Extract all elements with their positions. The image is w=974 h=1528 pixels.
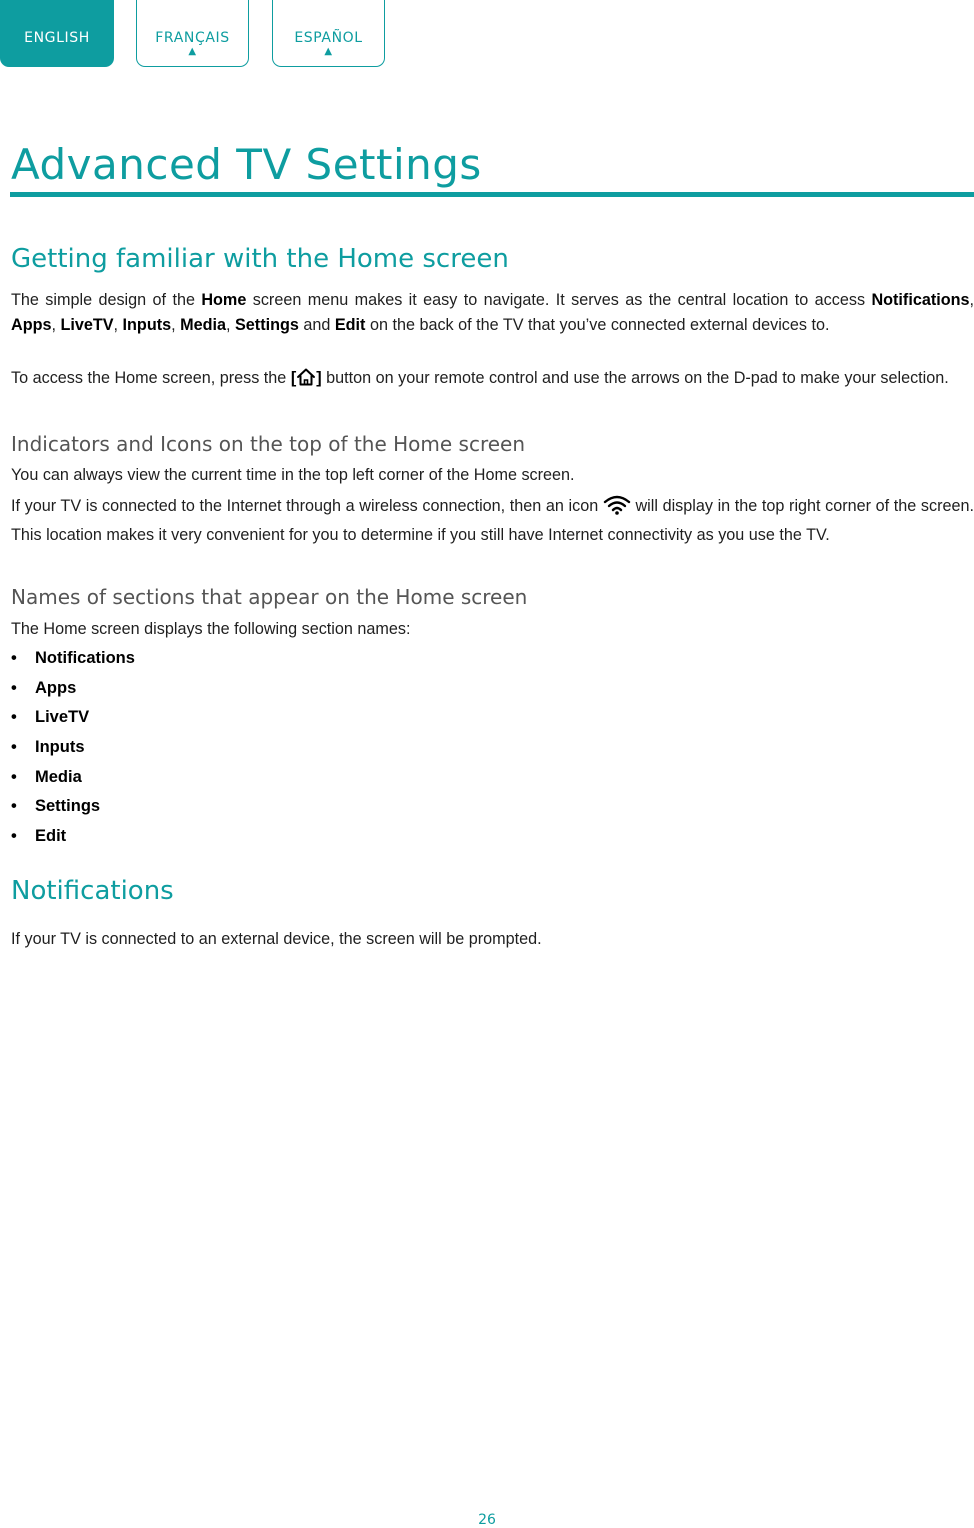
tab-english[interactable]: [0, 0, 114, 67]
tab-english-label: ENGLISH: [24, 30, 90, 46]
list-item-label: Settings: [35, 797, 101, 816]
subheading-section-names: Names of sections that appear on the Home screen: [11, 585, 528, 609]
up-arrow-icon: ▲: [324, 46, 333, 57]
subheading-indicators: Indicators and Icons on the top of the Home screen: [11, 432, 526, 456]
term-home: Home: [201, 291, 247, 309]
paragraph-section-names-intro: The Home screen displays the following section names:: [11, 620, 411, 638]
list-item-label: Apps: [35, 678, 77, 697]
text: ,: [226, 315, 235, 334]
text: To access the Home screen, press the: [11, 369, 291, 387]
paragraph-notifications: If your TV is connected to an external device, the screen will be prompted.: [11, 930, 542, 948]
list-item-label: Notifications: [35, 649, 135, 667]
bullet: •: [11, 678, 17, 697]
tab-spanish[interactable]: [272, 0, 385, 67]
tab-french-label: FRANÇAIS: [155, 30, 230, 46]
paragraph-time: You can always view the current time in the top left corner of the Home screen.: [11, 466, 575, 484]
text: and: [298, 315, 335, 334]
language-tabs: [0, 0, 974, 70]
text: on the back of the TV that you’ve connected external devices to.: [365, 315, 830, 334]
list-item: [11, 735, 135, 765]
text: ,: [113, 315, 123, 334]
term-media: Media: [180, 315, 226, 334]
term-edit: Edit: [334, 315, 366, 334]
text: button on your remote control and use the arrows on the D-pad to make your selection.: [321, 369, 949, 387]
bullet: •: [11, 827, 17, 846]
list-item: [11, 705, 135, 735]
wifi-icon: [603, 495, 631, 523]
tab-spanish-label: ESPAÑOL: [294, 30, 363, 46]
bracket-open: [: [290, 369, 297, 387]
list-item: [11, 765, 135, 795]
section-heading-notifications: Notifications: [11, 876, 174, 906]
tab-french[interactable]: [136, 0, 249, 67]
text: The simple design of the: [11, 291, 202, 309]
paragraph-home-access: [11, 366, 974, 395]
text: ,: [969, 291, 974, 309]
up-arrow-icon: ▲: [188, 46, 197, 57]
list-item: [11, 794, 135, 824]
paragraph-wireless: [11, 494, 974, 547]
list-item-label: Inputs: [35, 738, 85, 757]
text: screen menu makes it easy to navigate. It serves as the central location to access: [246, 291, 872, 309]
bullet: •: [11, 708, 17, 727]
section-heading-home-screen: Getting familiar with the Home screen: [11, 244, 509, 274]
term-livetv: LiveTV: [60, 315, 114, 334]
text: will display in the top right corner of the screen. This location makes it very convenient for you to determine if you still have Internet connectivity as you use the TV.: [11, 497, 974, 544]
term-inputs: Inputs: [122, 315, 172, 334]
home-icon: [296, 367, 316, 395]
list-item: [11, 676, 135, 706]
bullet: •: [11, 649, 17, 667]
list-item-label: LiveTV: [35, 708, 90, 727]
bullet: •: [11, 797, 17, 816]
page-title: Advanced TV Settings: [11, 140, 482, 189]
paragraph-home-intro: [11, 288, 974, 337]
list-item: [11, 824, 135, 854]
bullet: •: [11, 767, 17, 786]
term-notifications: Notifications: [871, 291, 970, 309]
page-number: 26: [478, 1512, 496, 1528]
title-divider: [10, 192, 974, 197]
term-apps: Apps: [11, 315, 52, 334]
list-item-label: Media: [35, 767, 82, 786]
text: If your TV is connected to the Internet through a wireless connection, then an icon: [11, 497, 603, 515]
bracket-close: ]: [316, 369, 322, 387]
section-names-list: [11, 646, 135, 854]
text: ,: [51, 315, 61, 334]
bullet: •: [11, 738, 17, 757]
text: ,: [171, 315, 181, 334]
term-settings: Settings: [235, 315, 299, 334]
list-item: [11, 646, 135, 676]
list-item-label: Edit: [35, 827, 67, 846]
